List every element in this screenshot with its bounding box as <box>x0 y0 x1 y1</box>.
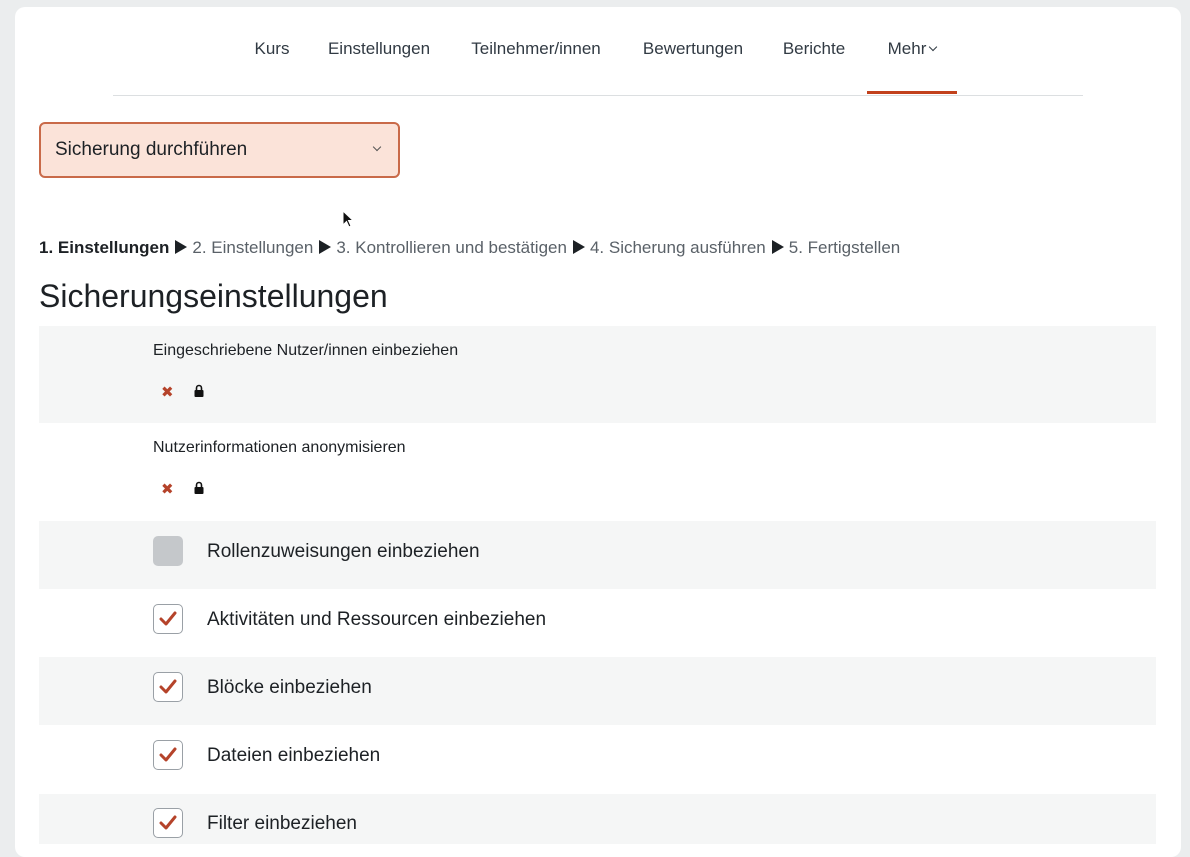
role-assignments-checkbox[interactable] <box>153 536 183 566</box>
cross-icon: ✖ <box>161 384 174 401</box>
step-arrow-icon <box>573 240 585 254</box>
setting-row <box>39 589 1156 657</box>
step-1: 1. Einstellungen <box>39 238 170 257</box>
tab-einstellungen[interactable]: Einstellungen <box>327 38 431 58</box>
chevron-down-icon <box>929 42 937 50</box>
main-card <box>15 7 1181 857</box>
check-icon <box>159 747 177 763</box>
backup-progress-steps <box>39 238 900 258</box>
step-5: 5. Fertigstellen <box>788 238 901 257</box>
check-icon <box>159 611 177 627</box>
step-arrow-icon <box>772 240 784 254</box>
setting-row <box>39 725 1156 793</box>
step-arrow-icon <box>175 240 187 254</box>
blocks-checkbox[interactable] <box>153 672 183 702</box>
step-arrow-icon <box>319 240 331 254</box>
setting-row <box>39 521 1156 589</box>
tab-bewertungen[interactable]: Bewertungen <box>642 38 744 58</box>
mouse-cursor-icon <box>342 210 354 230</box>
setting-row <box>39 794 1156 844</box>
cross-icon: ✖ <box>161 481 174 498</box>
checkbox-label: Rollenzuweisungen einbeziehen <box>207 541 480 562</box>
tab-berichte[interactable]: Berichte <box>782 38 846 58</box>
setting-row <box>39 326 1156 423</box>
tab-kurs[interactable]: Kurs <box>254 38 290 58</box>
page-title: Sicherungseinstellungen <box>39 278 388 314</box>
lock-icon <box>194 481 204 495</box>
check-icon <box>159 679 177 695</box>
files-checkbox[interactable] <box>153 740 183 770</box>
check-icon <box>159 815 177 831</box>
step-3: 3. Kontrollieren und bestätigen <box>336 238 567 257</box>
checkbox-label: Blöcke einbeziehen <box>207 677 372 698</box>
select-value: Sicherung durchführen <box>55 139 248 160</box>
checkbox-label: Aktivitäten und Ressourcen einbeziehen <box>207 609 547 630</box>
setting-row <box>39 657 1156 725</box>
filters-checkbox[interactable] <box>153 808 183 838</box>
setting-row <box>39 423 1156 521</box>
setting-label: Eingeschriebene Nutzer/innen einbeziehen <box>153 342 459 359</box>
step-2: 2. Einstellungen <box>192 238 314 257</box>
setting-label: Nutzerinformationen anonymisieren <box>153 439 406 456</box>
step-4: 4. Sicherung ausführen <box>589 238 766 257</box>
secondary-navigation <box>113 7 1083 96</box>
tab-teilnehmer[interactable]: Teilnehmer/innen <box>471 38 601 58</box>
tab-mehr[interactable]: Mehr <box>867 7 957 94</box>
checkbox-label: Dateien einbeziehen <box>207 745 381 766</box>
backup-action-select[interactable] <box>39 122 400 178</box>
chevron-down-icon <box>373 143 381 151</box>
checkbox-label: Filter einbeziehen <box>207 813 357 834</box>
activities-checkbox[interactable] <box>153 604 183 634</box>
lock-icon <box>194 384 204 398</box>
